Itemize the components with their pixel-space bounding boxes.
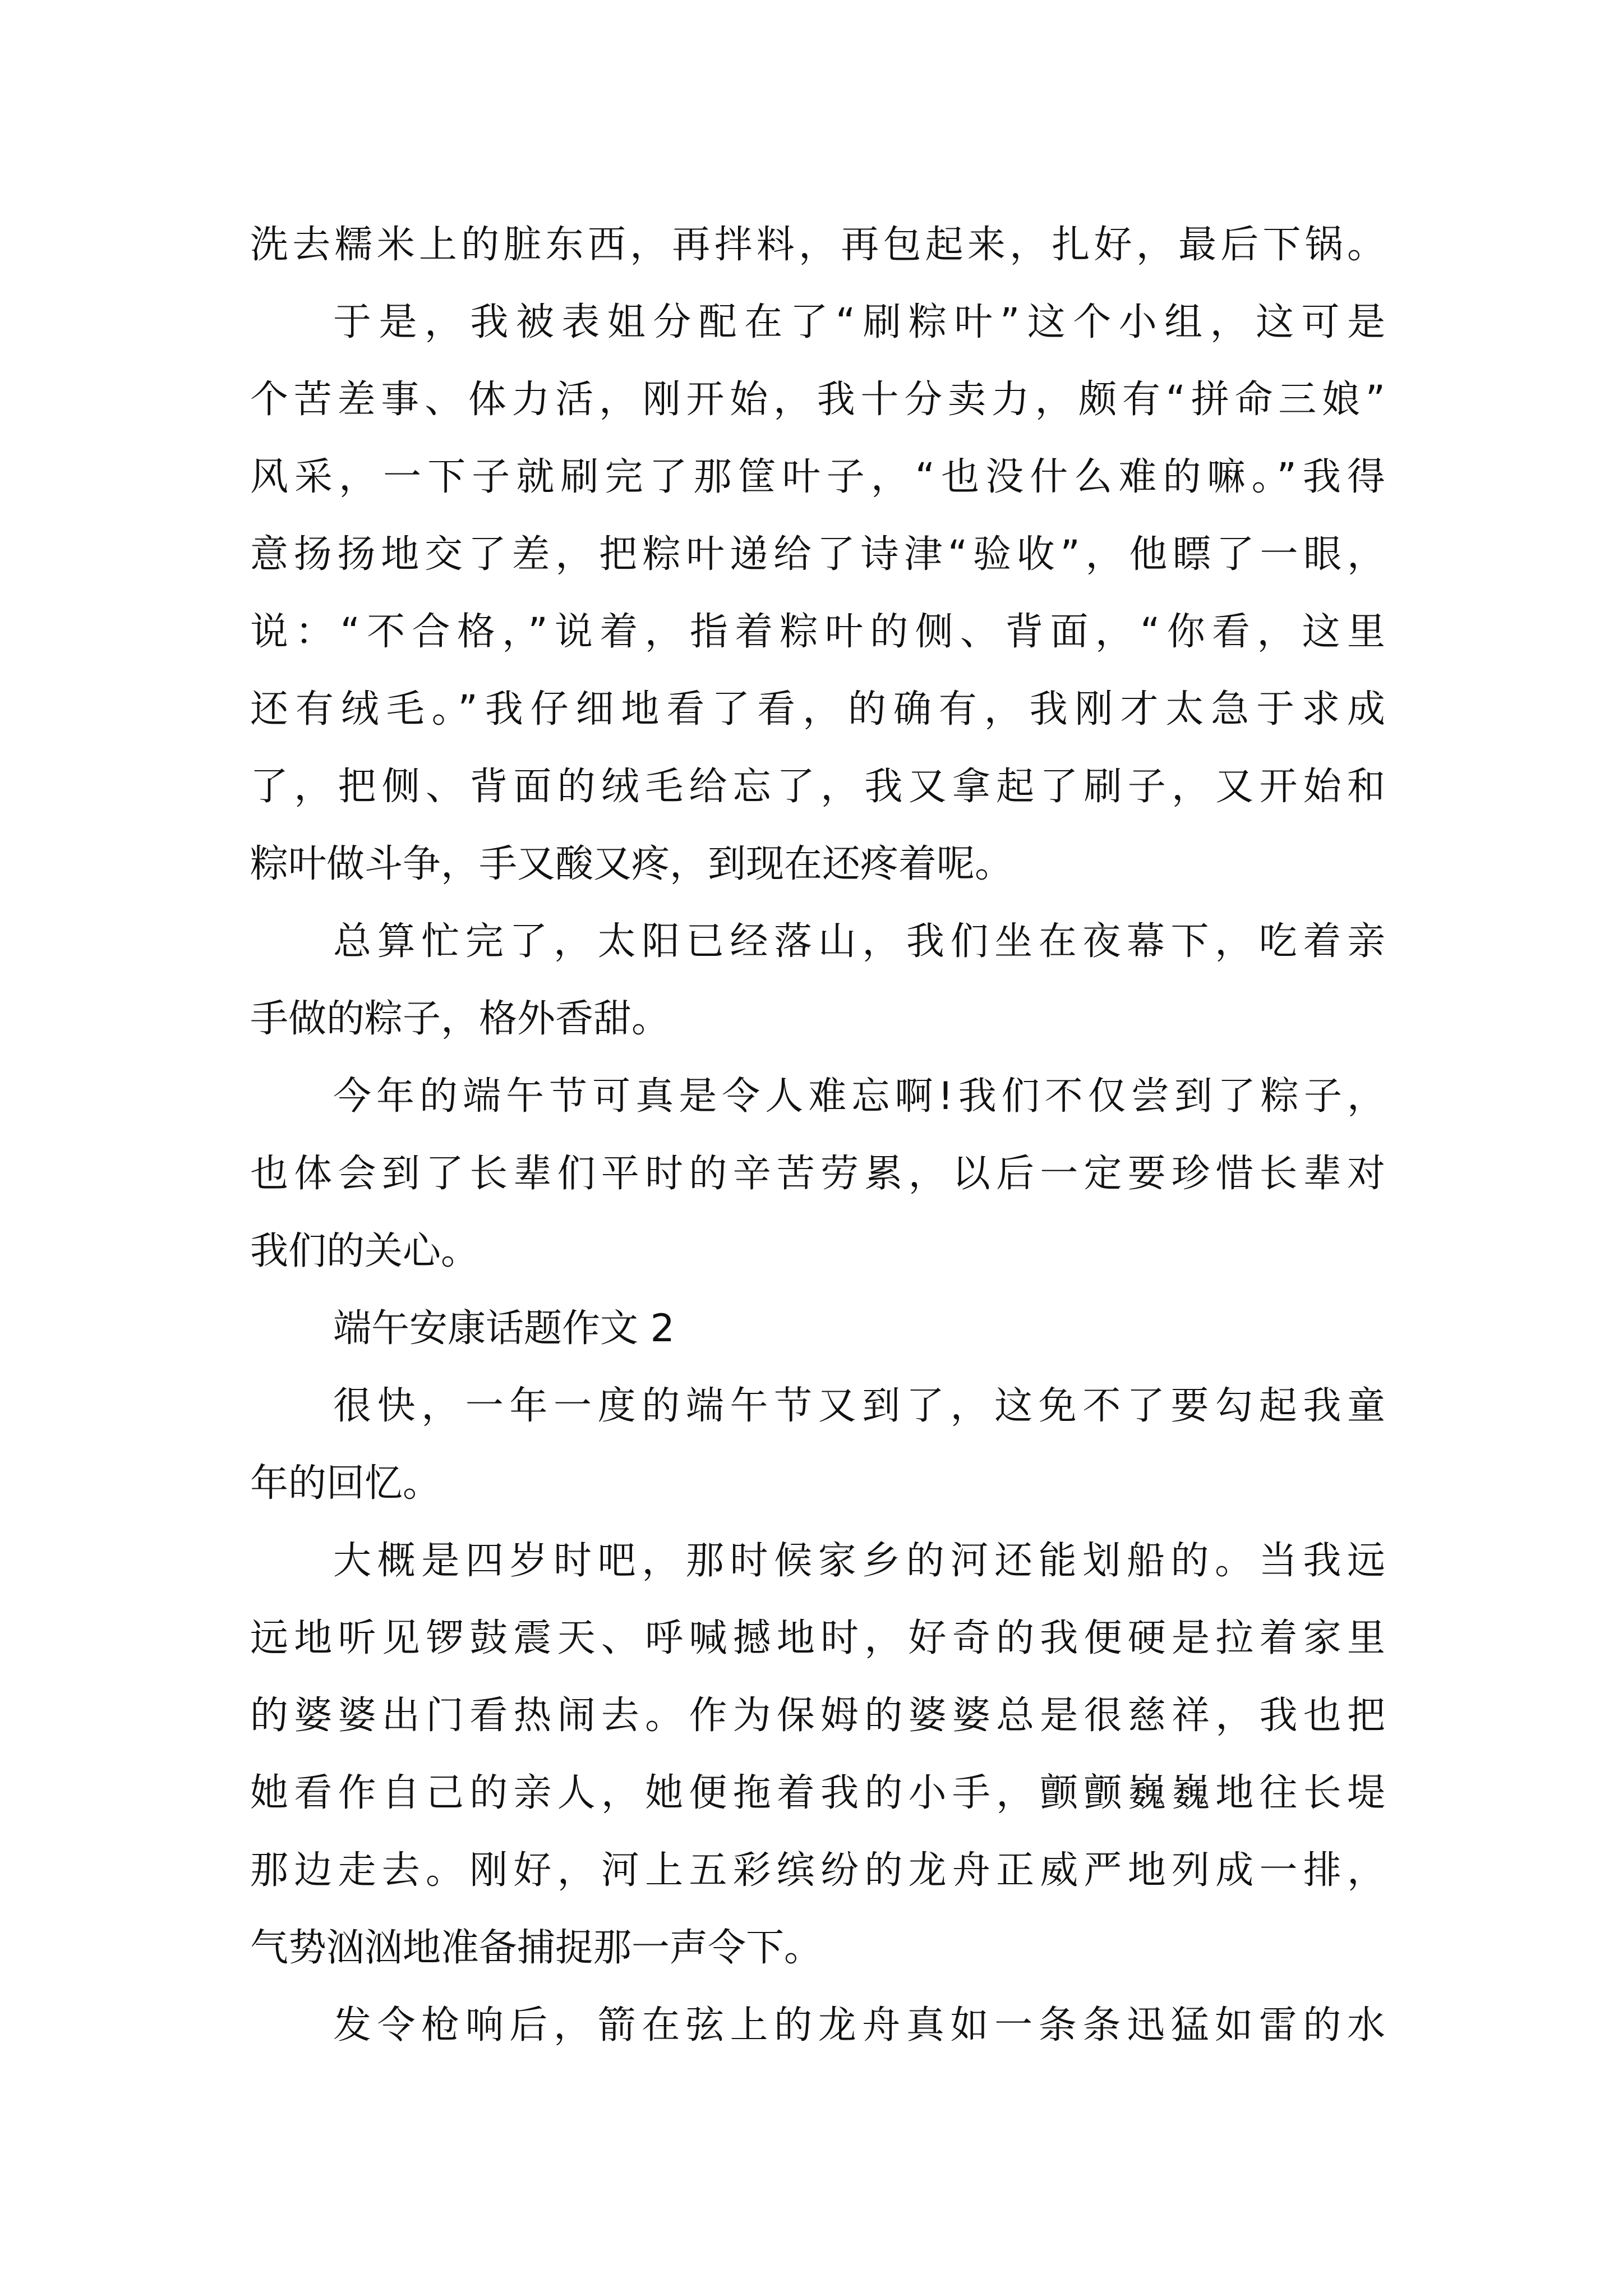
paragraph-start: 总算忙完了，太阳已经落山，我们坐在夜幕下，吃着亲 — [333, 919, 1385, 964]
section-heading: 端午安康话题作文 2 — [333, 1306, 675, 1351]
paragraph-start: 大概是四岁时吧，那时候家乡的河还能划船的。当我远 — [333, 1539, 1385, 1583]
text-line: 说：“不合格，”说着，指着粽叶的侧、背面，“你看，这里 — [250, 610, 1385, 654]
text-line: 洗去糯米上的脏东西，再拌料，再包起来，扎好，最后下锅。 — [250, 223, 1385, 267]
paragraph-start: 今年的端午节可真是令人难忘啊!我们不仅尝到了粽子， — [333, 1074, 1385, 1119]
text-line: 年的回忆。 — [250, 1461, 441, 1506]
text-line: 的婆婆出门看热闹去。作为保姆的婆婆总是很慈祥，我也把 — [250, 1694, 1385, 1738]
text-line: 远地听见锣鼓震天、呼喊撼地时，好奇的我便硬是拉着家里 — [250, 1616, 1385, 1660]
text-line: 还有绒毛。”我仔细地看了看，的确有，我刚才太急于求成 — [250, 687, 1385, 731]
text-line: 她看作自己的亲人，她便拖着我的小手，颤颤巍巍地往长堤 — [250, 1771, 1385, 1815]
essay-body — [250, 206, 1385, 2064]
paragraph-start: 于是，我被表姐分配在了“刷粽叶”这个小组，这可是 — [333, 300, 1385, 344]
text-line: 那边走去。刚好，河上五彩缤纷的龙舟正威严地列成一排， — [250, 1848, 1385, 1893]
text-line: 个苦差事、体力活，刚开始，我十分卖力，颇有“拼命三娘” — [250, 378, 1385, 422]
text-line: 我们的关心。 — [250, 1229, 479, 1273]
text-line: 气势汹汹地准备捕捉那一声令下。 — [250, 1926, 823, 1970]
text-line: 风采，一下子就刷完了那筐叶子，“也没什么难的嘛。”我得 — [250, 455, 1385, 499]
text-line: 了，把侧、背面的绒毛给忘了，我又拿起了刷子，又开始和 — [250, 765, 1385, 809]
paragraph-start: 发令枪响后，箭在弦上的龙舟真如一条条迅猛如雷的水 — [333, 2003, 1385, 2047]
text-line: 意扬扬地交了差，把粽叶递给了诗津“验收”，他瞟了一眼， — [250, 532, 1385, 577]
text-line: 手做的粽子，格外香甜。 — [250, 997, 670, 1041]
text-line: 粽叶做斗争，手又酸又疼，到现在还疼着呢。 — [250, 842, 1013, 886]
paragraph-start: 很快，一年一度的端午节又到了，这免不了要勾起我童 — [333, 1384, 1385, 1428]
text-line: 也体会到了长辈们平时的辛苦劳累，以后一定要珍惜长辈对 — [250, 1152, 1385, 1196]
